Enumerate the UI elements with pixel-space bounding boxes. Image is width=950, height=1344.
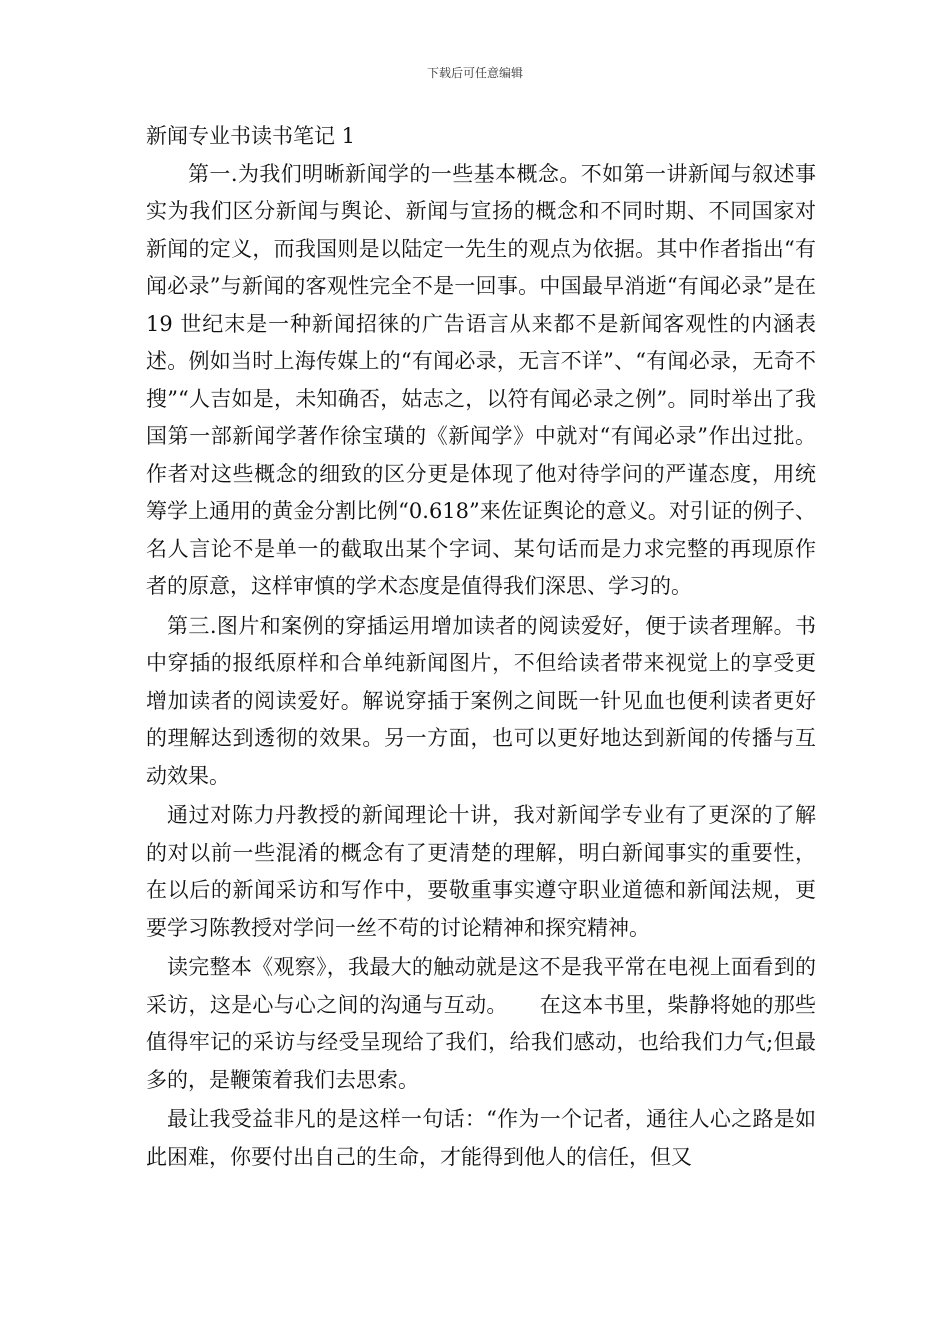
document-title: 新闻专业书读书笔记 1 (146, 124, 356, 148)
paragraph-3: 通过对陈力丹教授的新闻理论十讲，我对新闻学专业有了更深的了解的对以前一些混淆的概念有了更清楚的理解，明白新闻事实的重要性，在以后的新闻采访和写作中，要敬重事实遵守职业道德和新闻法规，更要学习陈教授对学问一丝不苟的讨论精神和探究精神。 (146, 803, 816, 940)
paragraph-5: 最让我受益非凡的是这样一句话：“作为一个记者，通往人心之路是如此困难，你要付出自己的生命，才能得到他人的信任，但又 (146, 1107, 816, 1169)
paragraph-1: 第一.为我们明晰新闻学的一些基本概念。不如第一讲新闻与叙述事实为我们区分新闻与舆论、新闻与宣扬的概念和不同时期、不同国家对新闻的定义，而我国则是以陆定一先生的观点为依据。其中作者指出“有闻必录”与新闻的客观性完全不是一回事。中国最早消逝“有闻必录”是在 19 世纪末是一种新闻招徕的广告语言从来都不是新闻客观性的内涵表述。例如当时上海传媒上的“有闻必录，无言不详”、“有闻必录，无奇不搜”“人吉如是，未知确否，姑志之，以符有闻必录之例”。同时举出了我国第一部新闻学著作徐宝璜的《新闻学》中就对“有闻必录”作出过批。作者对这些概念的细致的区分更是体现了他对待学问的严谨态度，用统筹学上通用的黄金分割比例“0.618”来佐证舆论的意义。对引证的例子、名人言论不是单一的截取出某个字词、某句话而是力求完整的再现原作者的原意，这样审慎的学术态度是值得我们深思、学习的。 (146, 161, 816, 598)
paragraph-2: 第三.图片和案例的穿插运用增加读者的阅读爱好，便于读者理解。书中穿插的报纸原样和合单纯新闻图片，不但给读者带来视觉上的享受更增加读者的阅读爱好。解说穿插于案例之间既一针见血也便利读者更好的理解达到透彻的效果。另一方面，也可以更好地达到新闻的传播与互动效果。 (146, 613, 816, 788)
paragraph-4: 读完整本《观察》，我最大的触动就是这不是我平常在电视上面看到的采访，这是心与心之间的沟通与互动。 在这本书里，柴静将她的那些值得牢记的采访与经受呈现给了我们，给我们感动，也给我们力气;但最多的，是鞭策着我们去思索。 (146, 955, 816, 1092)
header-note: 下载后可任意编辑 (426, 66, 523, 80)
document-body (146, 118, 816, 1178)
